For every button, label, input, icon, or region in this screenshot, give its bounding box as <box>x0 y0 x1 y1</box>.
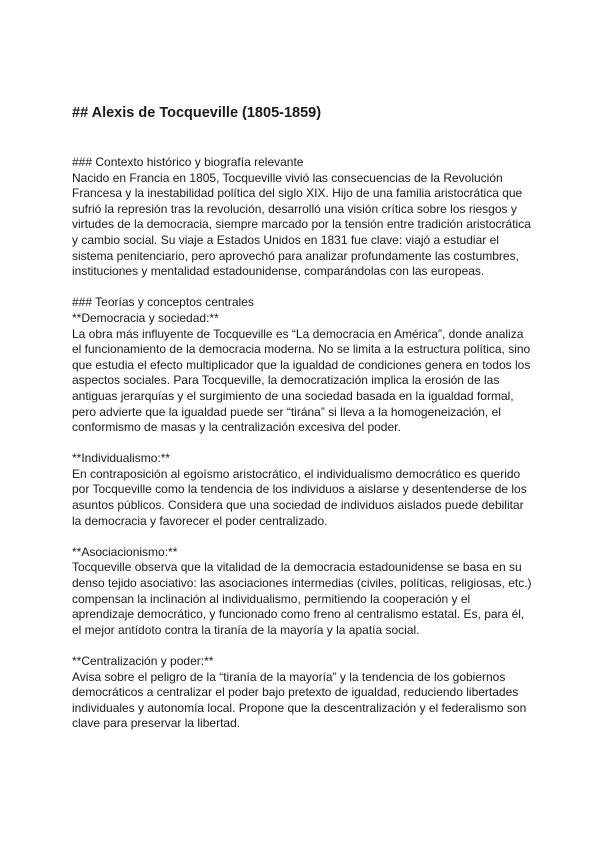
paragraph-gap <box>72 529 532 545</box>
concept-label-asociacionismo: **Asociacionismo:** <box>72 544 178 559</box>
paragraph-gap <box>72 638 532 654</box>
paragraph-gap <box>72 280 532 296</box>
concept-label-democracia: **Democracia y sociedad:** <box>72 310 219 325</box>
section-heading-context: ### Contexto histórico y biografía relevante <box>72 155 304 169</box>
concept-label-individualismo: **Individualismo:** <box>72 451 171 466</box>
paragraph-gap <box>72 436 532 452</box>
document-body <box>72 155 532 732</box>
concept-text-individualismo: En contraposición al egoísmo aristocrático, el individualismo democrático es querido por Tocqueville como la tendencia de los individuos a aislarse y desentenderse de los asuntos públicos. Considera que una sociedad de individuos aislados puede debilitar la democracia y favorecer el poder centralizado. <box>72 466 527 528</box>
document-title: ## Alexis de Tocqueville (1805-1859) <box>72 105 322 121</box>
concept-label-centralizacion: **Centralización y poder:** <box>72 654 214 668</box>
context-paragraph: Nacido en Francia en 1805, Tocqueville vivió las consecuencias de la Revolución Francesa y la inestabilidad política del siglo XIX. Hijo de una familia aristocrática que sufrió la represión tras la revolución, desarrolló una visión crítica sobre los riesgos y virtudes de la democracia, siempre marcado por la tensión entre tradición aristocrática y cambio social. Su viaje a Estados Unidos en 1831 fue clave: viajó a estudiar el sistema penitenciario, pero aprovechó para analizar profundamente las costumbres, instituciones y mentalidad estadounidense, comparándolas con las europeas. <box>72 170 531 279</box>
section-heading-theories: ### Teorías y conceptos centrales <box>72 295 254 310</box>
concept-text-democracia: La obra más influyente de Tocqueville es “La democracia en América”, donde analiza el funcionamiento de la democracia moderna. No se limita a la estructura política, sino que estudia el efecto multiplicador que la igualdad de condiciones genera en todos los aspectos sociales. Para Tocqueville, la democratización implica la erosión de las antiguas jerarquías y el surgimiento de una sociedad basada en la igualdad formal, pero advierte que la igualdad puede ser “tirána” si lleva a la homogeneización, el conformismo de masas y la centralización excesiva del poder. <box>72 326 531 435</box>
concept-text-centralizacion: Avisa sobre el peligro de la “tiranía de la mayoría” y la tendencia de los gobiernos democráticos a centralizar el poder bajo pretexto de igualdad, reduciendo libertades individuales y autonomía local. Propone que la descentralización y el federalismo son clave para preservar la libertad. <box>72 669 527 731</box>
concept-text-asociacionismo: Tocqueville observa que la vitalidad de la democracia estadounidense se basa en su denso tejido asociativo: las asociaciones intermedias (civiles, políticas, religiosas, etc.) compensan la inclinación al individualismo, permitiendo la cooperación y el aprendizaje democrático, y funcionado como freno al centralismo estatal. Es, para él, el mejor antídoto contra la tiranía de la mayoría y la apatía social. <box>72 560 532 637</box>
